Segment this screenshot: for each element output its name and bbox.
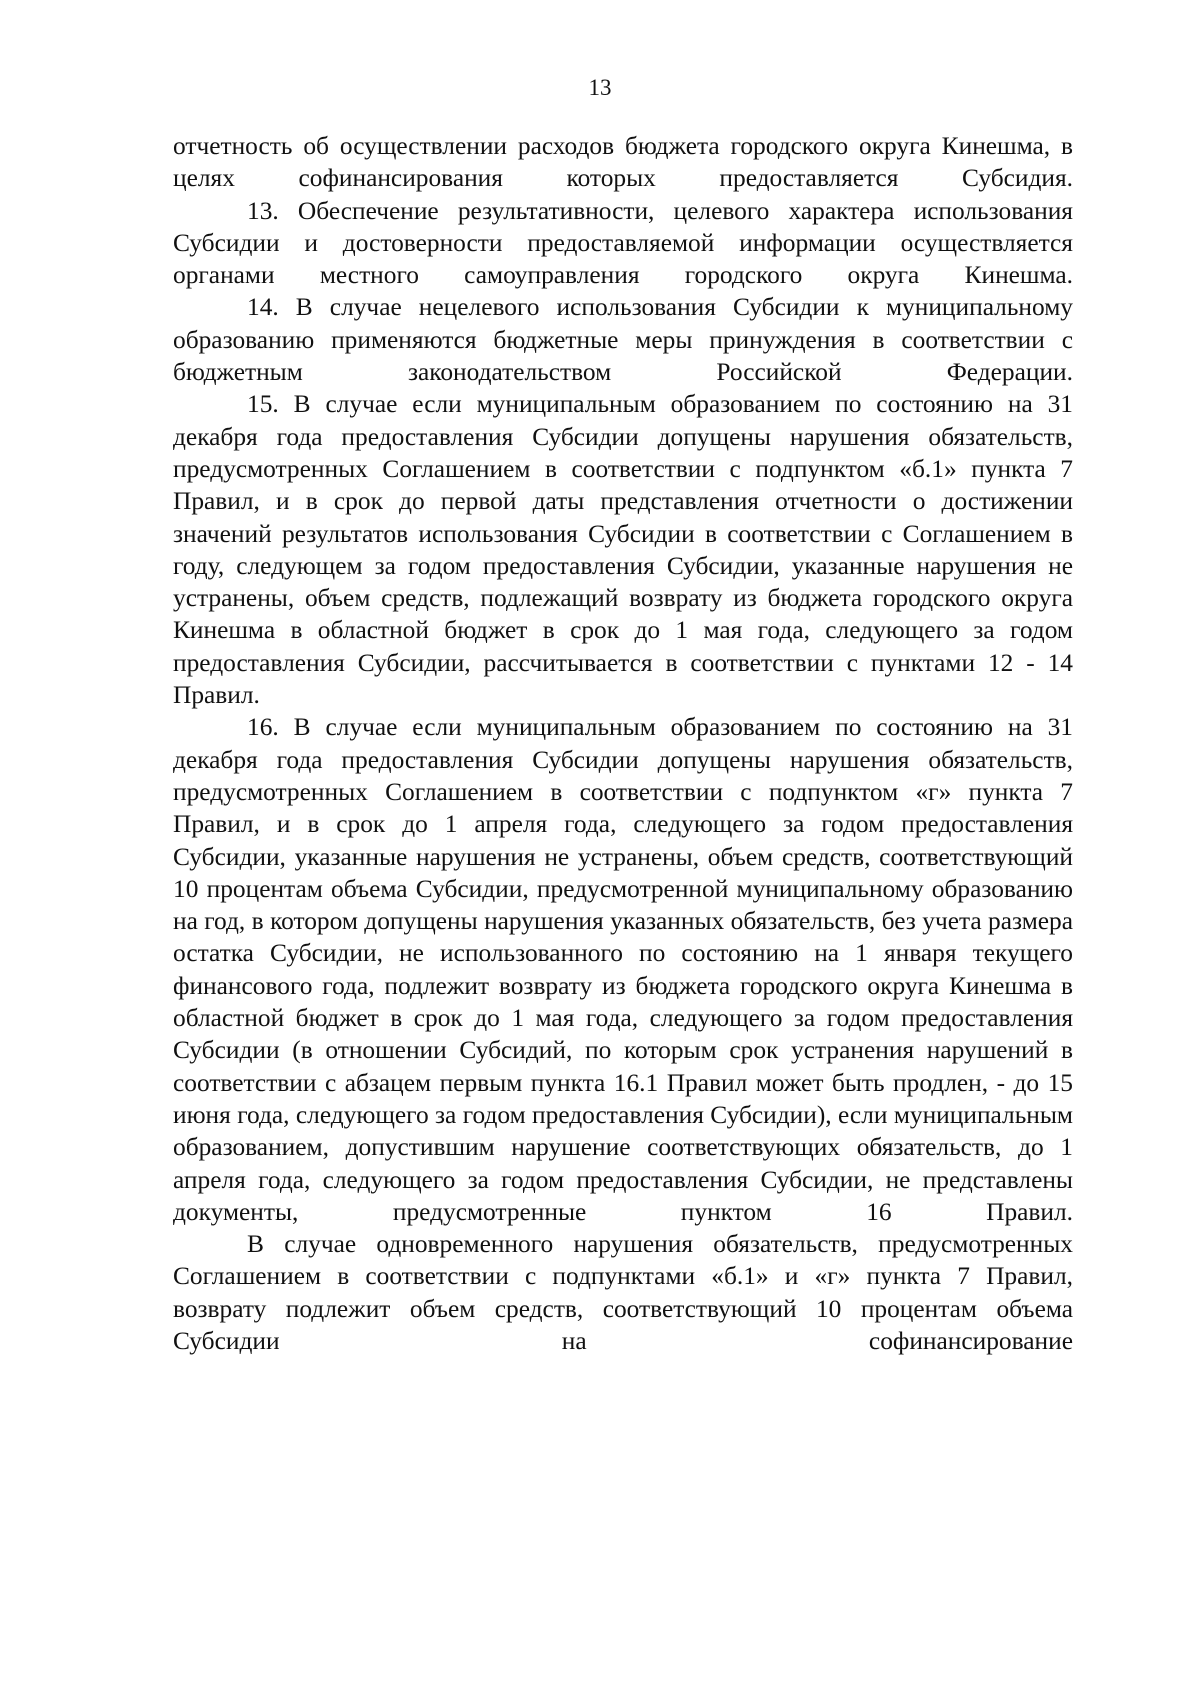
paragraph-16: 16. В случае если муниципальным образованием по состоянию на 31 декабря года предоставления Субсидии допущены нарушения обязательств, предусмотренных Соглашением в соответствии с подпунктом «г» пункта 7 Правил, и в срок до 1 апреля года, следующего за годом предоставления Субсидии, указанные нарушения не устранены, объем средств, соответствующий 10 процентам объема Субсидии, предусмотренной муниципальному образованию на год, в котором допущены нарушения указанных обязательств, без учета размера остатка Субсидии, не использованного по состоянию на 1 января текущего финансового года, подлежит возврату из бюджета городского округа Кинешма в областной бюджет в срок до 1 мая года, следующего за годом предоставления Субсидии (в отношении Субсидий, по которым срок устранения нарушений в соответствии с абзацем первым пункта 16.1 Правил может быть продлен, - до 15 июня года, следующего за годом предоставления Субсидии), если муниципальным образованием, допустившим нарушение соответствующих обязательств, до 1 апреля года, следующего за годом предоставления Субсидии, не представлены документы, предусмотренные пунктом 16 Правил. xyxy=(173,713,1073,1226)
paragraph-continuation: отчетность об осуществлении расходов бюджета городского округа Кинешма, в целях софинансирования которых предоставляется Субсидия. xyxy=(173,132,1073,193)
paragraph-15: 15. В случае если муниципальным образованием по состоянию на 31 декабря года предоставления Субсидии допущены нарушения обязательств, предусмотренных Соглашением в соответствии с подпунктом «б.1» пункта 7 Правил, и в срок до первой даты представления отчетности о достижении значений результатов использования Субсидии в соответствии с Соглашением в году, следующем за годом предоставления Субсидии, указанные нарушения не устранены, объем средств, подлежащий возврату из бюджета городского округа Кинешма в областной бюджет в срок до 1 мая года, следующего за годом предоставления Субсидии, рассчитывается в соответствии с пунктами 12 - 14 Правил. xyxy=(173,390,1073,710)
document-body xyxy=(173,130,1073,1357)
paragraph-13: 13. Обеспечение результативности, целевого характера использования Субсидии и достоверности предоставляемой информации осуществляется органами местного самоуправления городского округа Кинешма. xyxy=(173,196,1073,290)
paragraph-16-simultaneous-violation: В случае одновременного нарушения обязательств, предусмотренных Соглашением в соответствии с подпунктами «б.1» и «г» пункта 7 Правил, возврату подлежит объем средств, соответствующий 10 процентам объема Субсидии на софинансирование xyxy=(173,1230,1073,1355)
paragraph-14: 14. В случае нецелевого использования Субсидии к муниципальному образованию применяются бюджетные меры принуждения в соответствии с бюджетным законодательством Российской Федерации. xyxy=(173,293,1073,387)
page-number: 13 xyxy=(588,75,612,100)
